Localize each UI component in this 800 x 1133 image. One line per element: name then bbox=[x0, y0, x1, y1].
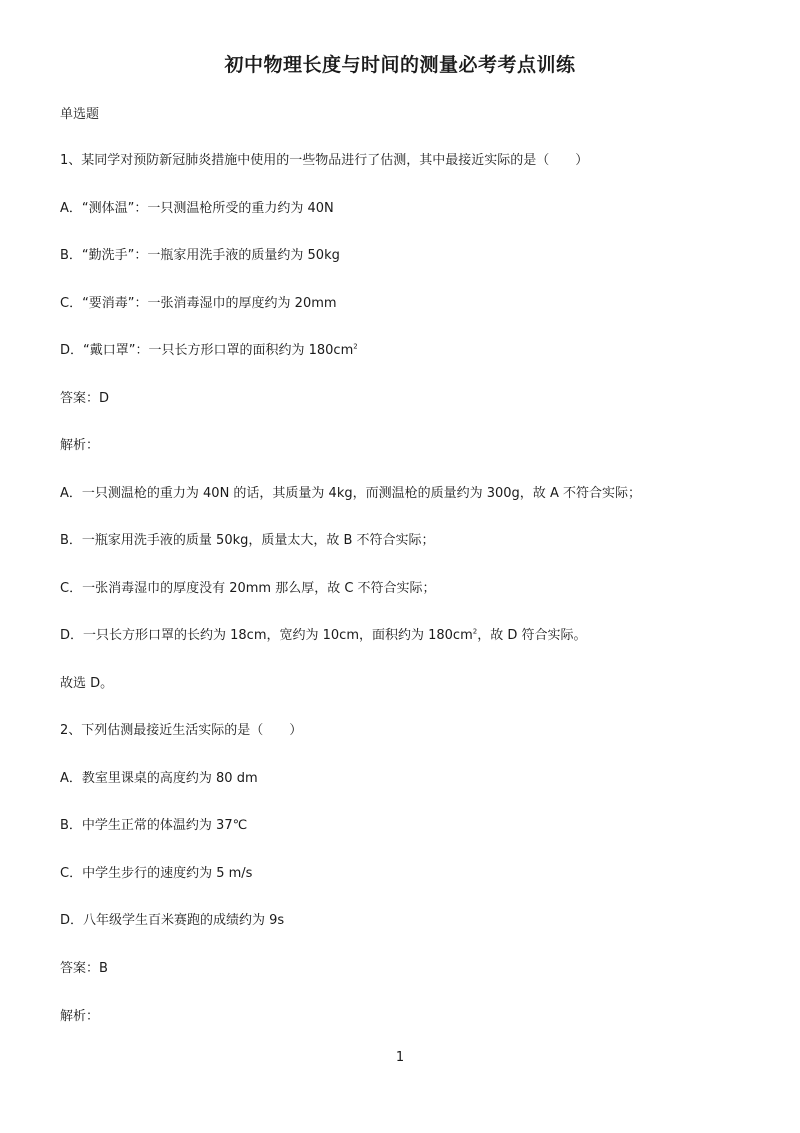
section-heading: 单选题 bbox=[60, 107, 100, 122]
q1-option-d-text: D．“戴口罩”：一只长方形口罩的面积约为 180cm bbox=[60, 343, 354, 358]
q1-option-d bbox=[60, 342, 760, 360]
q1-analysis-c: C．一张消毒湿巾的厚度没有 20mm 那么厚，故 C 不符合实际； bbox=[60, 581, 436, 596]
q1-analysis-label: 解析： bbox=[60, 438, 100, 453]
q2-option-a: A．教室里课桌的高度约为 80 dm bbox=[60, 771, 258, 786]
q2-option-d: D．八年级学生百米赛跑的成绩约为 9s bbox=[60, 913, 285, 928]
q2-analysis-label: 解析： bbox=[60, 1009, 100, 1024]
q1-analysis-d-tail: ，故 D 符合实际。 bbox=[477, 628, 587, 643]
q2-stem: 2、下列估测最接近生活实际的是（ ） bbox=[60, 723, 303, 738]
q1-analysis-d-text: D．一只长方形口罩的长约为 18cm，宽约为 10cm，面积约为 180cm bbox=[60, 628, 473, 643]
q1-conclusion: 故选 D。 bbox=[60, 676, 114, 691]
q1-analysis-b: B．一瓶家用洗手液的质量 50kg，质量太大，故 B 不符合实际； bbox=[60, 533, 435, 548]
q1-analysis-a: A．一只测温枪的重力为 40N 的话，其质量为 4kg，而测温枪的质量约为 300g，故 A 不符合实际； bbox=[60, 486, 641, 501]
q1-option-d-superscript: 2 bbox=[353, 342, 358, 351]
document-title: 初中物理长度与时间的测量必考考点训练 bbox=[224, 54, 576, 76]
q2-answer: 答案：B bbox=[60, 961, 108, 976]
q1-stem: 1、某同学对预防新冠肺炎措施中使用的一些物品进行了估测，其中最接近实际的是（ ） bbox=[60, 153, 589, 168]
page-number: 1 bbox=[395, 1050, 405, 1065]
q2-option-c: C．中学生步行的速度约为 5 m/s bbox=[60, 866, 253, 881]
q1-option-b: B．“勤洗手”：一瓶家用洗手液的质量约为 50kg bbox=[60, 248, 340, 263]
q1-analysis-d bbox=[60, 627, 760, 645]
q1-option-a: A．“测体温”：一只测温枪所受的重力约为 40N bbox=[60, 201, 334, 216]
q2-option-b: B．中学生正常的体温约为 37℃ bbox=[60, 818, 248, 833]
q1-analysis-d-superscript: 2 bbox=[472, 627, 478, 636]
q1-answer: 答案：D bbox=[60, 391, 110, 406]
q1-option-c: C．“要消毒”：一张消毒湿巾的厚度约为 20mm bbox=[60, 296, 337, 311]
